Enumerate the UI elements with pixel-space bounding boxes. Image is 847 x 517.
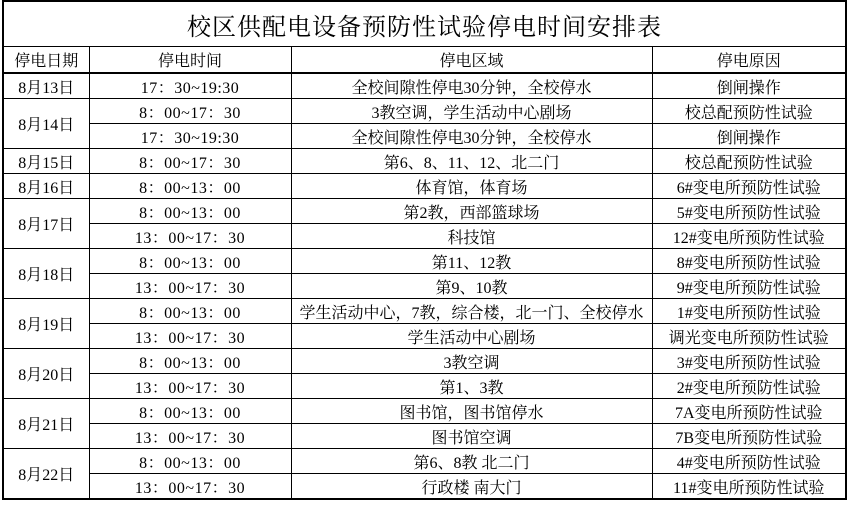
area-cell: 科技馆 xyxy=(291,224,652,249)
time-cell: 8：00~13：00 xyxy=(89,349,291,374)
date-cell: 8月14日 xyxy=(3,99,89,149)
area-cell: 学生活动中心剧场 xyxy=(291,324,652,349)
date-cell: 8月15日 xyxy=(3,149,89,174)
time-cell: 17：30~19:30 xyxy=(89,124,291,149)
table-row xyxy=(3,124,846,149)
date-cell: 8月13日 xyxy=(3,73,89,99)
reason-cell: 8#变电所预防性试验 xyxy=(652,249,846,274)
area-cell: 3教空调 xyxy=(291,349,652,374)
reason-cell: 11#变电所预防性试验 xyxy=(652,474,846,500)
column-header-date: 停电日期 xyxy=(3,47,89,74)
area-cell: 图书馆，图书馆停水 xyxy=(291,399,652,424)
time-cell: 8：00~13：00 xyxy=(89,399,291,424)
date-cell: 8月20日 xyxy=(3,349,89,399)
reason-cell: 2#变电所预防性试验 xyxy=(652,374,846,399)
reason-cell: 12#变电所预防性试验 xyxy=(652,224,846,249)
outage-schedule-table xyxy=(2,0,847,500)
area-cell: 全校间隙性停电30分钟，全校停水 xyxy=(291,73,652,99)
time-cell: 13：00~17：30 xyxy=(89,224,291,249)
area-cell: 第11、12教 xyxy=(291,249,652,274)
reason-cell: 1#变电所预防性试验 xyxy=(652,299,846,324)
date-cell: 8月17日 xyxy=(3,199,89,249)
page-title: 校区供配电设备预防性试验停电时间安排表 xyxy=(3,1,846,47)
area-cell: 体育馆，体育场 xyxy=(291,174,652,199)
area-cell: 第9、10教 xyxy=(291,274,652,299)
reason-cell: 倒闸操作 xyxy=(652,124,846,149)
area-cell: 3教空调，学生活动中心剧场 xyxy=(291,99,652,124)
table-row xyxy=(3,99,846,124)
time-cell: 17：30~19:30 xyxy=(89,73,291,99)
table-row xyxy=(3,199,846,224)
date-cell: 8月21日 xyxy=(3,399,89,449)
time-cell: 8：00~13：00 xyxy=(89,249,291,274)
time-cell: 13：00~17：30 xyxy=(89,424,291,449)
time-cell: 8：00~17：30 xyxy=(89,99,291,124)
column-header-reason: 停电原因 xyxy=(652,47,846,74)
table-row xyxy=(3,224,846,249)
table-row xyxy=(3,73,846,99)
area-cell: 行政楼 南大门 xyxy=(291,474,652,500)
reason-cell: 4#变电所预防性试验 xyxy=(652,449,846,474)
area-cell: 图书馆空调 xyxy=(291,424,652,449)
reason-cell: 校总配预防性试验 xyxy=(652,99,846,124)
area-cell: 学生活动中心，7教，综合楼，北一门、全校停水 xyxy=(291,299,652,324)
table-row xyxy=(3,424,846,449)
reason-cell: 6#变电所预防性试验 xyxy=(652,174,846,199)
table-row xyxy=(3,149,846,174)
time-cell: 8：00~13：00 xyxy=(89,174,291,199)
area-cell: 全校间隙性停电30分钟，全校停水 xyxy=(291,124,652,149)
reason-cell: 调光变电所预防性试验 xyxy=(652,324,846,349)
table-row xyxy=(3,324,846,349)
table-row xyxy=(3,249,846,274)
date-cell: 8月18日 xyxy=(3,249,89,299)
table-row xyxy=(3,474,846,500)
table-row xyxy=(3,399,846,424)
reason-cell: 7B变电所预防性试验 xyxy=(652,424,846,449)
reason-cell: 5#变电所预防性试验 xyxy=(652,199,846,224)
table-header-row xyxy=(3,47,846,74)
table-row xyxy=(3,274,846,299)
table-row xyxy=(3,174,846,199)
time-cell: 8：00~13：00 xyxy=(89,299,291,324)
table-row xyxy=(3,374,846,399)
table-row xyxy=(3,299,846,324)
time-cell: 13：00~17：30 xyxy=(89,324,291,349)
area-cell: 第6、8教 北二门 xyxy=(291,449,652,474)
table-row xyxy=(3,349,846,374)
time-cell: 8：00~13：00 xyxy=(89,449,291,474)
area-cell: 第1、3教 xyxy=(291,374,652,399)
date-cell: 8月16日 xyxy=(3,174,89,199)
time-cell: 13：00~17：30 xyxy=(89,274,291,299)
reason-cell: 7A变电所预防性试验 xyxy=(652,399,846,424)
time-cell: 13：00~17：30 xyxy=(89,374,291,399)
table-row xyxy=(3,449,846,474)
column-header-time: 停电时间 xyxy=(89,47,291,74)
area-cell: 第2教，西部篮球场 xyxy=(291,199,652,224)
time-cell: 8：00~17：30 xyxy=(89,149,291,174)
date-cell: 8月22日 xyxy=(3,449,89,500)
title-row xyxy=(3,1,846,47)
reason-cell: 校总配预防性试验 xyxy=(652,149,846,174)
reason-cell: 9#变电所预防性试验 xyxy=(652,274,846,299)
time-cell: 8：00~13：00 xyxy=(89,199,291,224)
date-cell: 8月19日 xyxy=(3,299,89,349)
column-header-area: 停电区域 xyxy=(291,47,652,74)
reason-cell: 倒闸操作 xyxy=(652,73,846,99)
time-cell: 13：00~17：30 xyxy=(89,474,291,500)
reason-cell: 3#变电所预防性试验 xyxy=(652,349,846,374)
area-cell: 第6、8、11、12、北二门 xyxy=(291,149,652,174)
